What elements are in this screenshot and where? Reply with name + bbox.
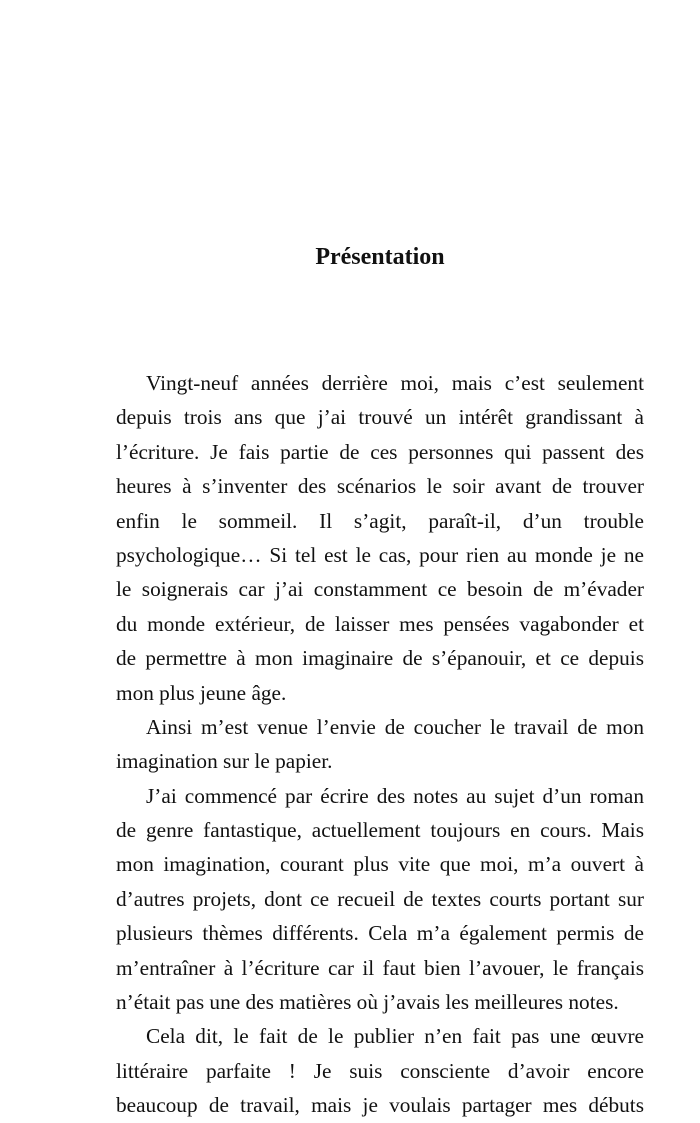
text-line: n’était pas une des matières où j’avais les meilleures notes. (116, 990, 619, 1015)
text-line: mon plus jeune âge. (116, 680, 287, 705)
text-line: imagination sur le papier. (116, 749, 333, 774)
text-line: beaucoup de travail, mais je voulais partager mes débuts (116, 1093, 644, 1118)
text-line: depuis trois ans que j’ai trouvé un intérêt grandissant à (116, 405, 644, 430)
paragraph (116, 779, 644, 1020)
text-line: de genre fantastique, actuellement toujours en cours. Mais (116, 818, 644, 843)
text-line: psychologique… Si tel est le cas, pour rien au monde je ne (116, 542, 644, 567)
text-line: Ainsi m’est venue l’envie de coucher le travail de mon (146, 714, 644, 739)
paragraph (116, 366, 644, 710)
text-line: m’entraîner à l’écriture car il faut bien l’avouer, le français (116, 955, 644, 980)
paragraph (116, 1019, 644, 1122)
text-line: littéraire parfaite ! Je suis consciente d’avoir encore (116, 1058, 644, 1083)
text-line: d’autres projets, dont ce recueil de textes courts portant sur (116, 886, 644, 911)
text-line: Vingt-neuf années derrière moi, mais c’est seulement (146, 371, 644, 395)
text-line: du monde extérieur, de laisser mes pensées vagabonder et (116, 611, 644, 636)
text-line: mon imagination, courant plus vite que moi, m’a ouvert à (116, 852, 644, 877)
body-text (116, 366, 644, 1123)
text-line: Cela dit, le fait de le publier n’en fait pas une œuvre (146, 1024, 644, 1049)
text-line: le soignerais car j’ai constamment ce besoin de m’évader (116, 577, 644, 602)
text-line: de permettre à mon imaginaire de s’épanouir, et ce depuis (116, 646, 644, 671)
paragraph (116, 710, 644, 779)
text-line: enfin le sommeil. Il s’agit, paraît-il, d’un trouble (116, 508, 644, 533)
text-line: l’écriture. Je fais partie de ces personnes qui passent des (116, 439, 644, 464)
page-title: Présentation (315, 244, 445, 270)
text-line: J’ai commencé par écrire des notes au sujet d’un roman (146, 783, 644, 808)
text-line: plusieurs thèmes différents. Cela m’a également permis de (116, 921, 644, 946)
text-line: heures à s’inventer des scénarios le soir avant de trouver (116, 474, 644, 499)
